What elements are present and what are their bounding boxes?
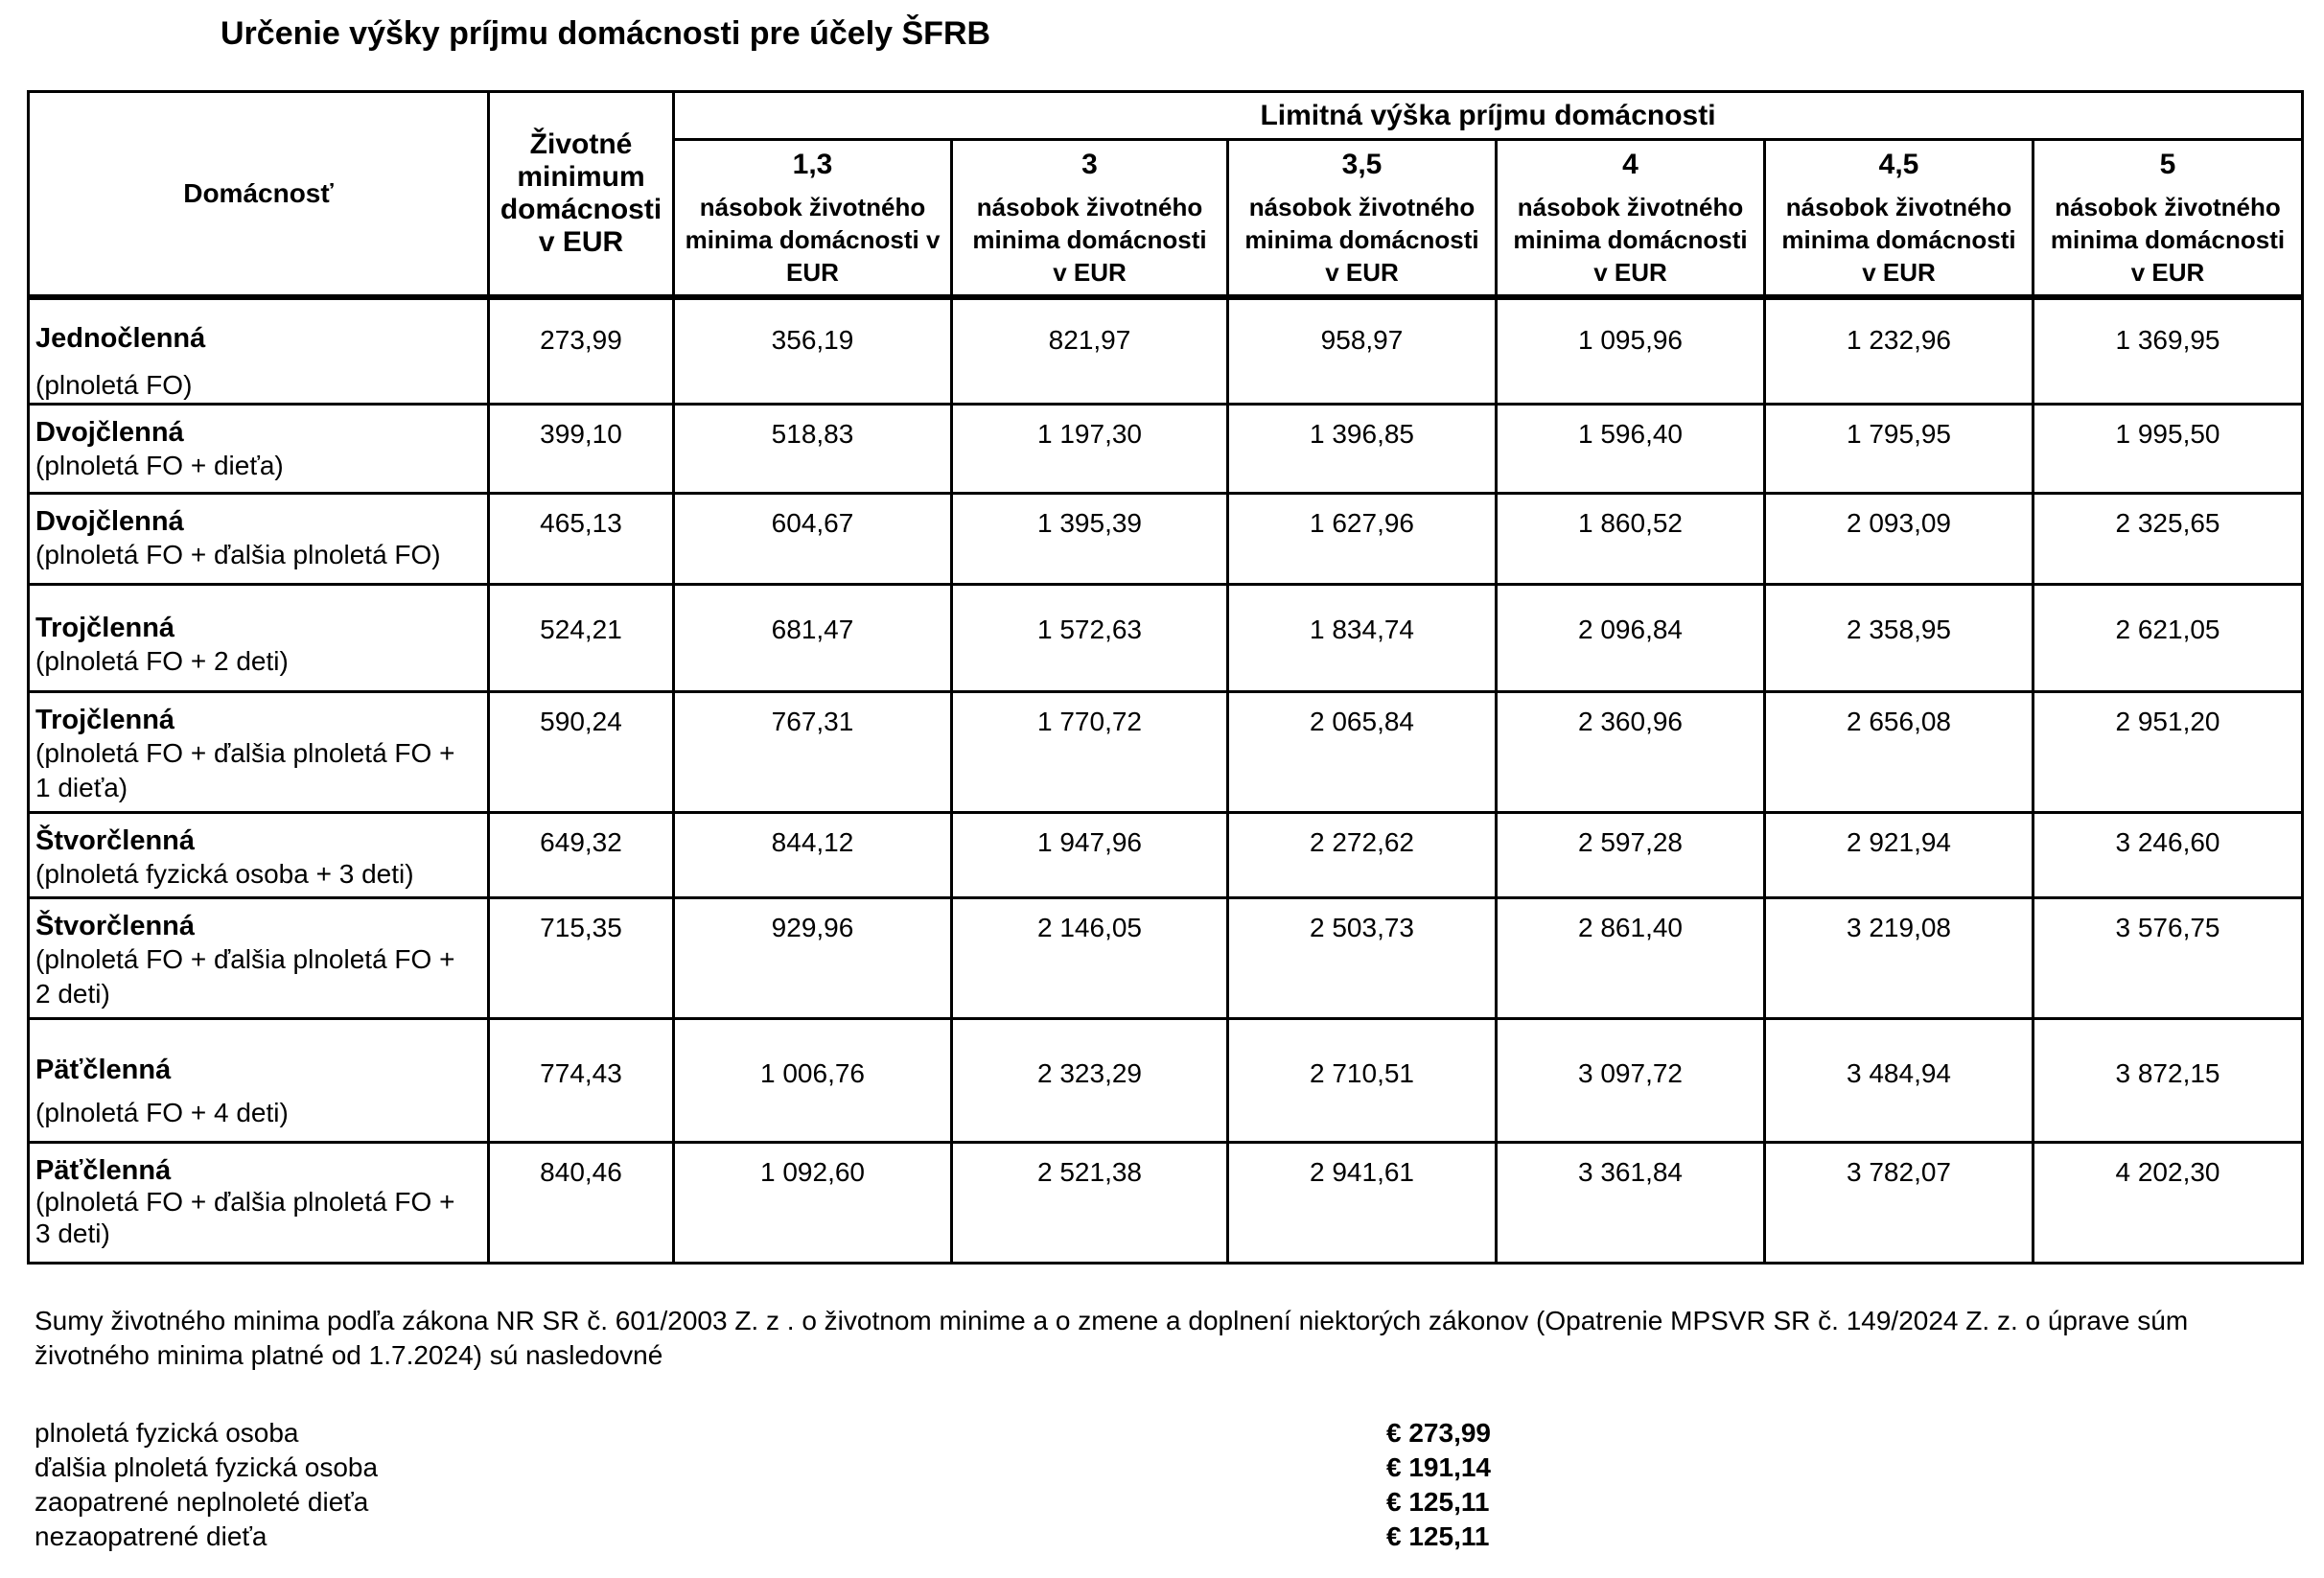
household-cell: [29, 405, 489, 494]
notes-paragraph: Sumy životného minima podľa zákona NR SR č. 601/2003 Z. z . o životnom minime a o zmene a doplnení niektorých zákonov (Opatrenie MPSVR SR č. 149/2024 Z. z. o úprave súm životného minima platné od 1.7.2024) sú nasledovné: [35, 1306, 2189, 1370]
limit-5-value: 3 246,60: [2034, 813, 2303, 898]
table-row: [29, 405, 2303, 494]
multiplier-desc-line3: v EUR: [1862, 258, 1936, 287]
minimum-value: 774,43: [489, 1019, 674, 1143]
limit-4-5-value: 2 656,08: [1765, 692, 2034, 813]
multiplier-desc-line3: v EUR: [1593, 258, 1667, 287]
limit-4-5-value: 1 232,96: [1765, 297, 2034, 405]
household-desc-cont: 1 dieťa): [35, 773, 128, 802]
limit-1-3-value: 929,96: [674, 898, 952, 1019]
limit-4-value: 2 861,40: [1497, 898, 1765, 1019]
amount-value: € 273,99: [1386, 1418, 1491, 1448]
limit-3-value: 2 521,38: [952, 1143, 1228, 1264]
household-cell: [29, 1143, 489, 1264]
header-limit: Limitná výška príjmu domácnosti: [674, 92, 2303, 140]
minimum-amounts-list: [35, 1416, 1511, 1554]
multiplier-desc-line1: násobok životného: [976, 193, 1203, 221]
multiplier-desc-line1: násobok životného: [1248, 193, 1476, 221]
multiplier-desc-line2: minima domácnosti: [1513, 225, 1748, 254]
amount-label: ďalšia plnoletá fyzická osoba: [35, 1452, 379, 1482]
limit-5-value: 3 576,75: [2034, 898, 2303, 1019]
limit-5-value: 4 202,30: [2034, 1143, 2303, 1264]
amount-value: € 125,11: [1386, 1487, 1490, 1517]
minimum-value: 465,13: [489, 494, 674, 585]
limit-4-value: 1 095,96: [1497, 297, 1765, 405]
amount-label: nezaopatrené dieťa: [35, 1521, 267, 1551]
list-item: [35, 1450, 1511, 1485]
household-cell: [29, 297, 489, 405]
list-item: [35, 1485, 1511, 1520]
household-desc: (plnoletá FO + ďalšia plnoletá FO +: [35, 944, 455, 974]
limit-3-5-value: 2 272,62: [1228, 813, 1497, 898]
table-row: [29, 692, 2303, 813]
household-desc: (plnoletá fyzická osoba + 3 deti): [35, 859, 414, 889]
limit-5-value: 3 872,15: [2034, 1019, 2303, 1143]
limit-1-3-value: 767,31: [674, 692, 952, 813]
amount-label: zaopatrené neplnoleté dieťa: [35, 1487, 369, 1517]
multiplier-value: 4,5: [1878, 149, 1919, 180]
limit-3-value: 2 146,05: [952, 898, 1228, 1019]
limit-4-value: 3 097,72: [1497, 1019, 1765, 1143]
limit-3-value: 821,97: [952, 297, 1228, 405]
limit-3-5-value: 2 941,61: [1228, 1143, 1497, 1264]
limit-5-value: 2 621,05: [2034, 585, 2303, 692]
household-name: Dvojčlenná: [35, 506, 184, 537]
table-row: [29, 297, 2303, 405]
household-desc-cont: 3 deti): [35, 1218, 110, 1248]
minimum-value: 715,35: [489, 898, 674, 1019]
header-household: Domácnosť: [29, 92, 489, 298]
limit-4-value: 2 096,84: [1497, 585, 1765, 692]
household-desc: (plnoletá FO + ďalšia plnoletá FO): [35, 540, 441, 569]
limit-4-5-value: 1 795,95: [1765, 405, 2034, 494]
household-cell: [29, 1019, 489, 1143]
limit-1-3-value: 356,19: [674, 297, 952, 405]
household-name: Dvojčlenná: [35, 417, 184, 448]
limit-4-5-value: 2 093,09: [1765, 494, 2034, 585]
limit-3-value: 1 572,63: [952, 585, 1228, 692]
limit-1-3-value: 518,83: [674, 405, 952, 494]
limit-3-value: 1 947,96: [952, 813, 1228, 898]
limit-3-5-value: 1 834,74: [1228, 585, 1497, 692]
amount-label: plnoletá fyzická osoba: [35, 1418, 299, 1448]
limit-5-value: 1 995,50: [2034, 405, 2303, 494]
limit-4-value: 1 860,52: [1497, 494, 1765, 585]
header-multiplier: [1228, 140, 1497, 298]
table-row: [29, 585, 2303, 692]
page-title: Určenie výšky príjmu domácnosti pre účely ŠFRB: [221, 15, 991, 52]
amount-value: € 125,11: [1386, 1521, 1490, 1551]
multiplier-desc-line1: násobok životného: [2055, 193, 2281, 221]
limit-4-value: 2 597,28: [1497, 813, 1765, 898]
limit-4-5-value: 3 484,94: [1765, 1019, 2034, 1143]
limit-5-value: 2 951,20: [2034, 692, 2303, 813]
household-desc: (plnoletá FO + ďalšia plnoletá FO +: [35, 738, 455, 768]
list-item: [35, 1416, 1511, 1450]
limit-3-value: 2 323,29: [952, 1019, 1228, 1143]
table-row: [29, 813, 2303, 898]
income-table: [27, 90, 2304, 1265]
limit-5-value: 1 369,95: [2034, 297, 2303, 405]
multiplier-value: 1,3: [792, 149, 833, 180]
multiplier-desc-line2: minima domácnosti: [1781, 225, 2016, 254]
header-minimum-line2: minimum: [517, 161, 645, 193]
table-row: [29, 1019, 2303, 1143]
multiplier-value: 4: [1622, 149, 1638, 180]
multiplier-desc-line1: násobok životného: [699, 193, 926, 221]
multiplier-value: 3,5: [1341, 149, 1383, 180]
limit-4-5-value: 2 921,94: [1765, 813, 2034, 898]
minimum-value: 273,99: [489, 297, 674, 405]
limit-4-5-value: 3 219,08: [1765, 898, 2034, 1019]
limit-1-3-value: 604,67: [674, 494, 952, 585]
limit-4-value: 3 361,84: [1497, 1143, 1765, 1264]
multiplier-desc-line3: v EUR: [1325, 258, 1399, 287]
multiplier-desc-line2: minima domácnosti: [2050, 225, 2286, 254]
limit-1-3-value: 1 092,60: [674, 1143, 952, 1264]
limit-3-5-value: 2 065,84: [1228, 692, 1497, 813]
multiplier-desc-line3: v EUR: [1053, 258, 1127, 287]
multiplier-desc-line1: násobok životného: [1517, 193, 1744, 221]
household-cell: [29, 692, 489, 813]
multiplier-value: 5: [2159, 149, 2176, 180]
multiplier-desc-line3: EUR: [786, 258, 839, 287]
header-multiplier: [2034, 140, 2303, 298]
household-name: Štvorčlenná: [35, 825, 195, 856]
limit-3-5-value: 1 396,85: [1228, 405, 1497, 494]
table-row: [29, 1143, 2303, 1264]
limit-3-5-value: 2 710,51: [1228, 1019, 1497, 1143]
household-desc-cont: 2 deti): [35, 979, 110, 1009]
household-name: Trojčlenná: [35, 613, 175, 643]
minimum-value: 524,21: [489, 585, 674, 692]
household-name: Päťčlenná: [35, 1155, 172, 1186]
header-multiplier: [674, 140, 952, 298]
amount-value: € 191,14: [1386, 1452, 1491, 1482]
household-desc: (plnoletá FO + dieťa): [35, 451, 284, 480]
minimum-value: 399,10: [489, 405, 674, 494]
household-cell: [29, 494, 489, 585]
header-minimum-line3: domácnosti: [500, 194, 662, 225]
multiplier-desc-line2: minima domácnosti v: [685, 225, 941, 254]
limit-4-5-value: 3 782,07: [1765, 1143, 2034, 1264]
household-name: Jednočlenná: [35, 323, 206, 354]
limit-1-3-value: 844,12: [674, 813, 952, 898]
household-cell: [29, 898, 489, 1019]
table-row: [29, 898, 2303, 1019]
header-minimum-line1: Životné: [529, 128, 633, 160]
household-name: Trojčlenná: [35, 705, 175, 735]
multiplier-desc-line1: násobok životného: [1785, 193, 2012, 221]
list-item: [35, 1520, 1511, 1554]
header-multiplier: [1497, 140, 1765, 298]
minimum-value: 649,32: [489, 813, 674, 898]
limit-3-value: 1 197,30: [952, 405, 1228, 494]
limit-1-3-value: 1 006,76: [674, 1019, 952, 1143]
header-multiplier: [952, 140, 1228, 298]
multiplier-value: 3: [1081, 149, 1098, 180]
limit-3-5-value: 958,97: [1228, 297, 1497, 405]
household-desc: (plnoletá FO + ďalšia plnoletá FO +: [35, 1187, 455, 1217]
limit-4-value: 2 360,96: [1497, 692, 1765, 813]
limit-3-5-value: 2 503,73: [1228, 898, 1497, 1019]
multiplier-desc-line2: minima domácnosti: [1244, 225, 1479, 254]
household-name: Päťčlenná: [35, 1055, 172, 1085]
household-desc: (plnoletá FO): [35, 370, 193, 400]
multiplier-desc-line2: minima domácnosti: [972, 225, 1207, 254]
multiplier-desc-line3: v EUR: [2130, 258, 2205, 287]
minimum-value: 590,24: [489, 692, 674, 813]
household-cell: [29, 585, 489, 692]
header-minimum-line4: v EUR: [538, 226, 624, 258]
limit-1-3-value: 681,47: [674, 585, 952, 692]
household-cell: [29, 813, 489, 898]
household-desc: (plnoletá FO + 4 deti): [35, 1098, 289, 1127]
limit-3-value: 1 770,72: [952, 692, 1228, 813]
table-row: [29, 494, 2303, 585]
limit-4-5-value: 2 358,95: [1765, 585, 2034, 692]
limit-3-5-value: 1 627,96: [1228, 494, 1497, 585]
header-multiplier: [1765, 140, 2034, 298]
household-name: Štvorčlenná: [35, 911, 195, 941]
minimum-value: 840,46: [489, 1143, 674, 1264]
limit-4-value: 1 596,40: [1497, 405, 1765, 494]
header-minimum: [489, 92, 674, 298]
household-desc: (plnoletá FO + 2 deti): [35, 646, 289, 676]
limit-3-value: 1 395,39: [952, 494, 1228, 585]
limit-5-value: 2 325,65: [2034, 494, 2303, 585]
